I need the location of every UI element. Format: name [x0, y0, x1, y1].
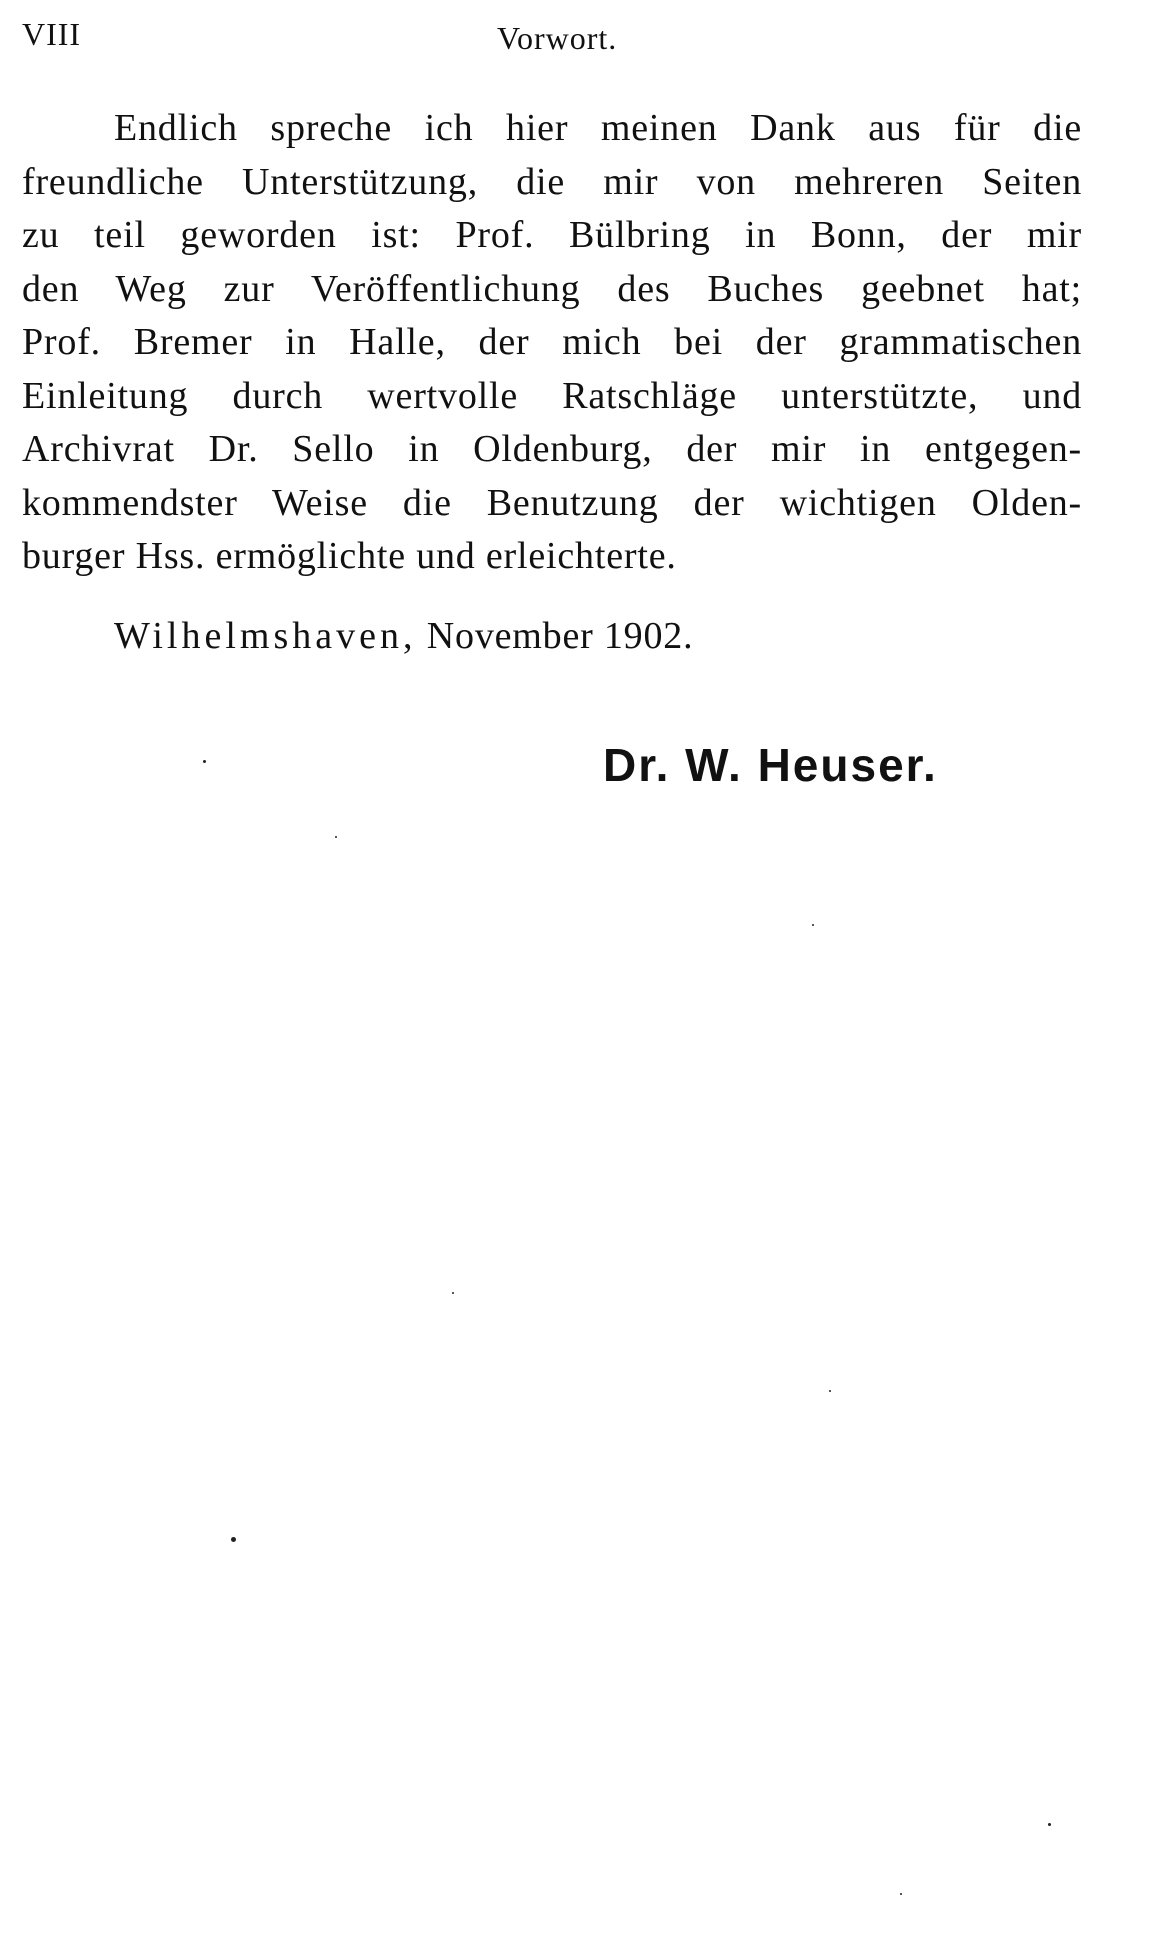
dateline-date: November 1902. [426, 615, 694, 657]
dateline-place: Wilhelmshaven, [114, 615, 417, 657]
scan-speck [900, 1893, 902, 1895]
page-number: VIII [22, 16, 82, 52]
signature: Dr. W. Heuser. [603, 739, 938, 791]
paragraph-line: zu teil geworden ist: Prof. Bülbring in Bonn, der mir [22, 214, 1082, 256]
paragraph-line: Einleitung durch wertvolle Ratschläge unterstützte, und [22, 374, 1082, 417]
page-header [22, 16, 1102, 66]
dateline [114, 614, 693, 658]
paragraph-line: burger Hss. ermöglichte und erleichterte. [22, 535, 677, 577]
running-title: Vorwort. [497, 20, 618, 56]
scan-speck [1048, 1823, 1051, 1826]
scan-speck [335, 836, 337, 838]
paragraph-line: Prof. Bremer in Halle, der mich bei der grammatischen [22, 321, 1082, 363]
paragraph-line: den Weg zur Veröffentlichung des Buches geebnet hat; [22, 267, 1082, 310]
scan-speck [452, 1292, 454, 1294]
scan-speck [812, 924, 814, 926]
scan-speck [231, 1537, 236, 1542]
scan-speck [829, 1390, 831, 1392]
paragraph-line: freundliche Unterstützung, die mir von mehreren Seiten [22, 160, 1082, 203]
paragraph-line: kommendster Weise die Benutzung der wichtigen Olden- [22, 481, 1082, 524]
preface-paragraph [22, 102, 1082, 584]
paragraph-line: Archivrat Dr. Sello in Oldenburg, der mir in entgegen- [22, 428, 1082, 470]
scan-speck [203, 760, 206, 763]
paragraph-line: Endlich spreche ich hier meinen Dank aus für die [114, 107, 1082, 149]
